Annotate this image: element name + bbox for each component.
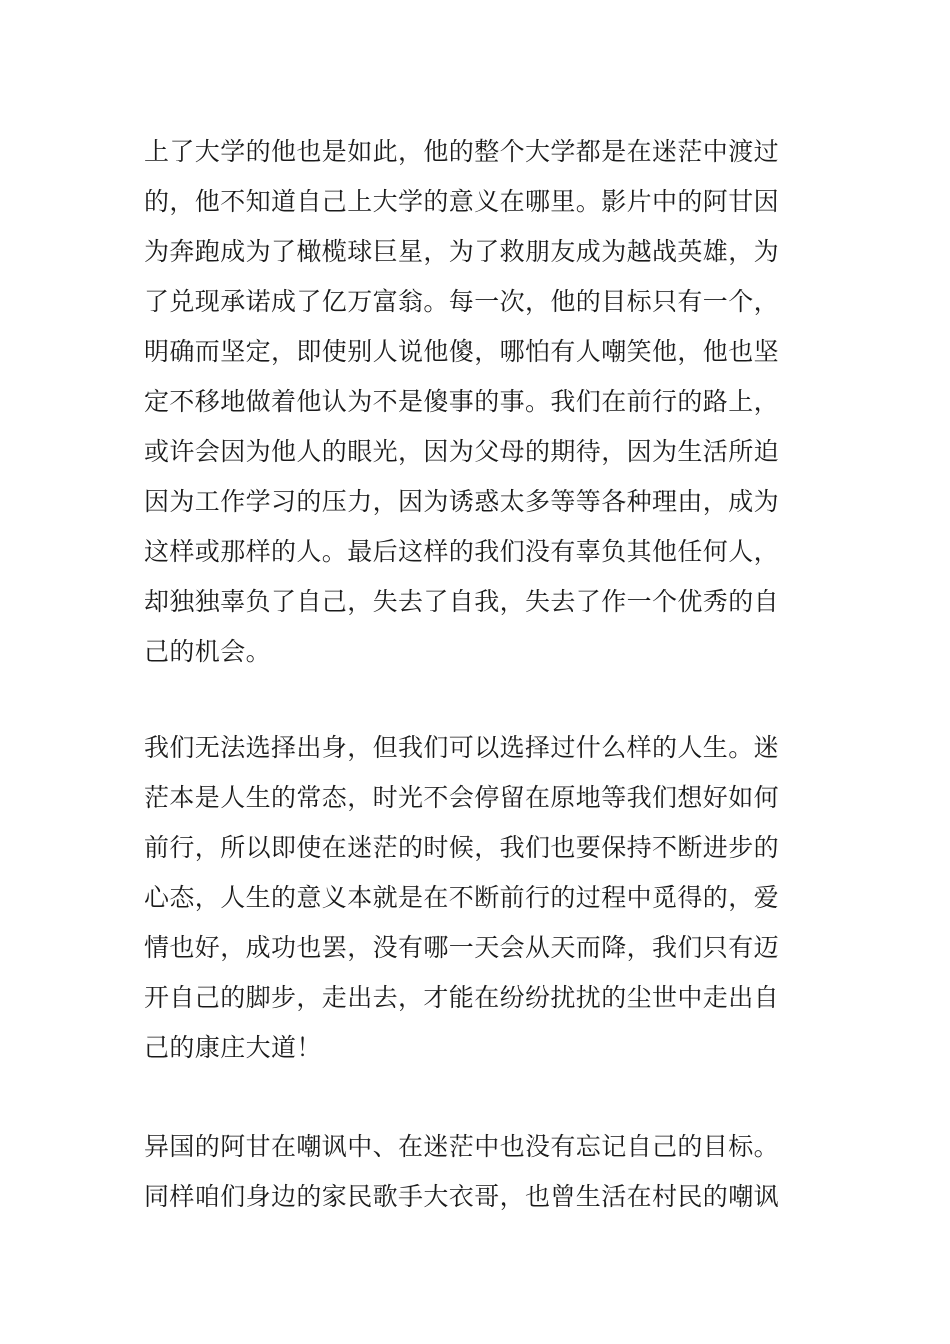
paragraph-2 (144, 723, 814, 1073)
paragraph-1 (144, 127, 814, 677)
text-line: 上了大学的他也是如此，他的整个大学都是在迷茫中渡过 (144, 137, 780, 166)
text-line: 我们无法选择出身，但我们可以选择过什么样的人生。迷 (144, 733, 780, 762)
text-line: 定不移地做着他认为不是傻事的事。我们在前行的路上， (144, 387, 780, 416)
text-line: 的，他不知道自己上大学的意义在哪里。影片中的阿甘因 (144, 187, 780, 216)
text-line: 情也好，成功也罢，没有哪一天会从天而降，我们只有迈 (144, 933, 780, 962)
text-line: 开自己的脚步，走出去，才能在纷纷扰扰的尘世中走出自 (144, 983, 780, 1012)
text-line: 前行，所以即使在迷茫的时候，我们也要保持不断进步的 (144, 833, 780, 862)
text-line: 心态，人生的意义本就是在不断前行的过程中觅得的，爱 (144, 883, 780, 912)
text-line: 明确而坚定，即使别人说他傻，哪怕有人嘲笑他，他也坚 (144, 337, 780, 366)
text-line: 己的机会。 (144, 637, 272, 666)
text-line: 因为工作学习的压力，因为诱惑太多等等各种理由，成为 (144, 487, 780, 516)
text-line: 了兑现承诺成了亿万富翁。每一次，他的目标只有一个， (144, 287, 780, 316)
text-line: 己的康庄大道！ (144, 1033, 322, 1062)
text-line: 茫本是人生的常态，时光不会停留在原地等我们想好如何 (144, 783, 780, 812)
text-line: 为奔跑成为了橄榄球巨星，为了救朋友成为越战英雄，为 (144, 237, 780, 266)
text-line: 却独独辜负了自己，失去了自我，失去了作一个优秀的自 (144, 587, 780, 616)
text-line: 异国的阿甘在嘲讽中、在迷茫中也没有忘记自己的目标。 (144, 1132, 780, 1161)
text-line: 或许会因为他人的眼光，因为父母的期待，因为生活所迫 (144, 437, 780, 466)
text-line: 这样或那样的人。最后这样的我们没有辜负其他任何人， (144, 537, 780, 566)
paragraph-3 (144, 1122, 814, 1222)
text-line: 同样咱们身边的家民歌手大衣哥，也曾生活在村民的嘲讽 (144, 1182, 780, 1211)
